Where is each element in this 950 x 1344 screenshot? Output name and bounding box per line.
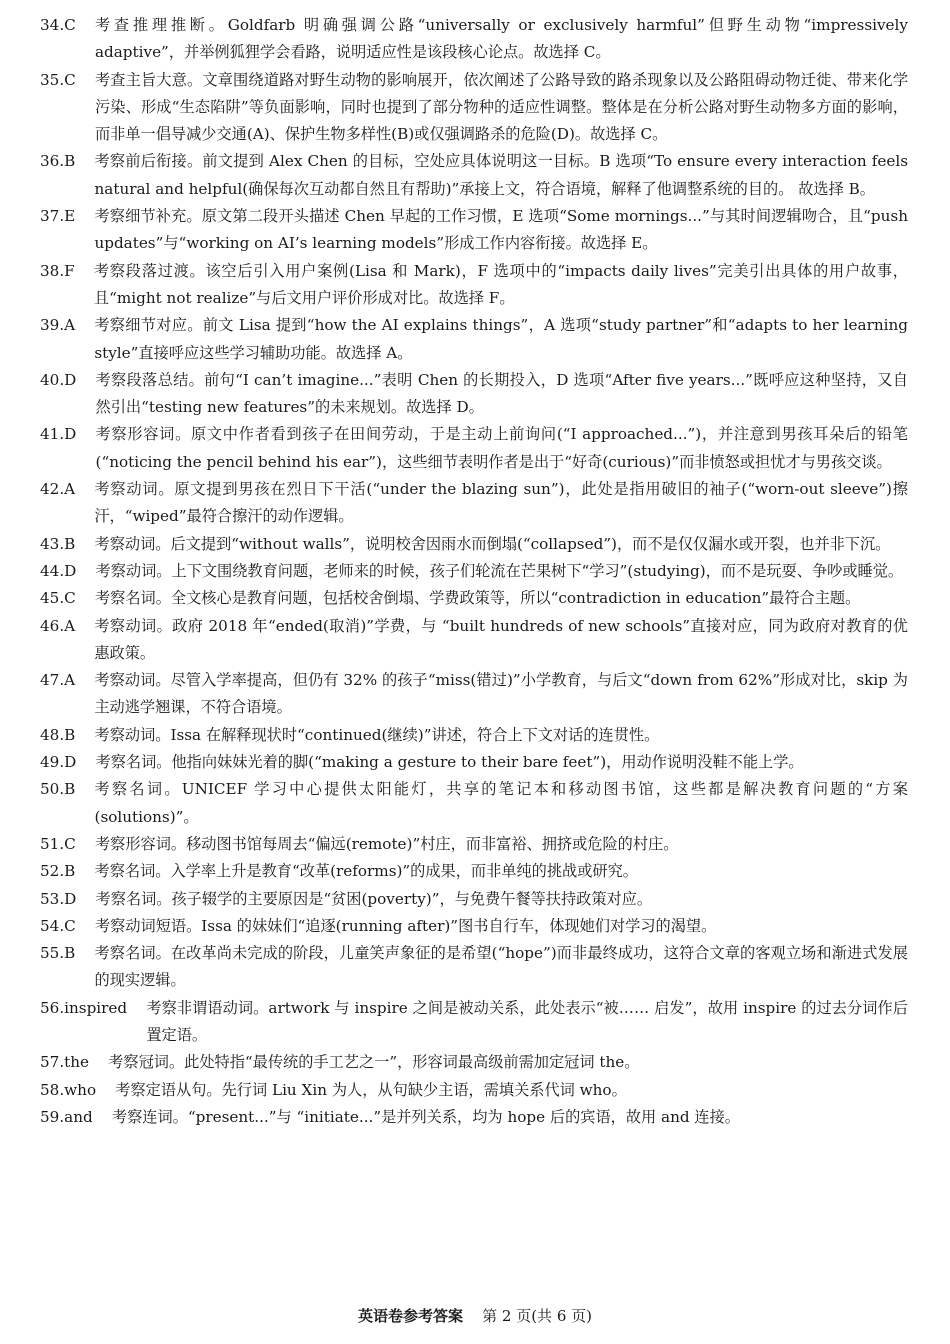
explanation-text: 考察冠词。此处特指“最传统的手工艺之一”，形容词最高级前需加定冠词 the。 — [108, 1053, 640, 1072]
question-number: 47. — [40, 671, 65, 690]
answer-entry — [40, 558, 908, 585]
explanation-text: 考察动词。原文提到男孩在烈日下干活(“under the blazing sun”)，此处是指用破旧的袖子(“worn-out sleeve”)擦汗，“wiped”最符合擦汗的动作逻辑。 — [94, 480, 908, 526]
question-number: 35. — [40, 70, 65, 89]
question-number: 52. — [40, 862, 65, 881]
question-number: 54. — [40, 916, 65, 935]
answer-entry — [40, 367, 908, 422]
question-number: 48. — [40, 725, 65, 744]
answer-entry — [40, 1049, 908, 1076]
explanation-text: 考查推理推断。Goldfarb 明确强调公路“universally or exclusively harmful”但野生动物“impressively adaptive”，并举例狐狸学会看路，说明适应性是该段核心论点。故选择 C。 — [94, 16, 908, 62]
answer-entry — [40, 995, 908, 1050]
answer-entry — [40, 886, 908, 913]
explanation-text: 考察动词。尽管入学率提高，但仍有 32% 的孩子“miss(错过)”小学教育，与后文“down from 62%”形成对比，skip 为主动逃学翘课，不符合语境。 — [94, 671, 908, 717]
answer-entry — [40, 667, 908, 722]
question-number: 56. — [40, 998, 65, 1017]
answer-key: C — [64, 16, 76, 34]
answer-entry — [40, 776, 908, 831]
answer-entry — [40, 258, 908, 313]
answer-key: C — [64, 834, 76, 853]
answer-key: B — [64, 534, 76, 553]
explanation-text: 考察形容词。移动图书馆每周去“偏远(remote)”村庄，而非富裕、拥挤或危险的村庄。 — [94, 834, 679, 853]
answer-entry — [40, 148, 908, 203]
answer-key: and — [64, 1107, 93, 1126]
question-number: 37. — [40, 207, 65, 226]
question-number: 50. — [40, 780, 65, 799]
question-number: 59. — [40, 1107, 65, 1126]
page-footer — [0, 1305, 950, 1326]
answer-entry — [40, 749, 908, 776]
answer-key: A — [64, 316, 76, 335]
answer-entry — [40, 312, 908, 367]
answer-key: B — [64, 152, 76, 171]
answer-entry — [40, 585, 908, 612]
answer-entry — [40, 1104, 908, 1131]
question-number: 36. — [40, 152, 65, 171]
explanation-text: 考察细节补充。原文第二段开头描述 Chen 早起的工作习惯，E 选项“Some mornings...”与其时间逻辑吻合，且“push updates”与“working on AI’s learning models”形成工作内容衔接。故选择 E。 — [94, 207, 908, 253]
answer-entry — [40, 203, 908, 258]
answer-entry — [40, 476, 908, 531]
answer-key: E — [64, 207, 76, 226]
footer-page-number: 第 2 页(共 6 页) — [482, 1307, 592, 1325]
explanation-text: 考察名词。入学率上升是教育“改革(reforms)”的成果，而非单纯的挑战或研究。 — [94, 862, 638, 881]
answer-entry — [40, 67, 908, 149]
answer-entry — [40, 831, 908, 858]
answer-list — [40, 12, 908, 1131]
answer-entry — [40, 722, 908, 749]
answer-key: B — [64, 944, 76, 963]
explanation-text: 考察细节对应。前文 Lisa 提到“how the AI explains things”，A 选项“study partner”和“adapts to her learning style”直接呼应这些学习辅助功能。故选择 A。 — [94, 316, 908, 362]
answer-key: D — [64, 370, 77, 389]
answer-entry — [40, 531, 908, 558]
answer-entry — [40, 913, 908, 940]
explanation-text: 考察动词。后文提到“without walls”，说明校舍因雨水而倒塌(“collapsed”)，而不是仅仅漏水或开裂，也并非下沉。 — [94, 534, 891, 553]
answer-entry — [40, 12, 908, 67]
question-number: 38. — [40, 261, 65, 280]
answer-key: inspired — [64, 998, 128, 1017]
explanation-text: 考察形容词。原文中作者看到孩子在田间劳动，于是主动上前询问(“I approached...”)，并注意到男孩耳朵后的铅笔(“noticing the pencil behind his ear”)，这些细节表明作者是出于“好奇(curious)”而非愤怒或担忧才与男孩交谈。 — [95, 425, 908, 471]
question-number: 42. — [40, 480, 65, 499]
answer-entry — [40, 858, 908, 885]
answer-key: D — [64, 889, 77, 908]
question-number: 51. — [40, 834, 65, 853]
question-number: 43. — [40, 534, 65, 553]
question-number: 58. — [40, 1080, 65, 1099]
explanation-text: 考察连词。“present...”与 “initiate...”是并列关系，均为 hope 后的宾语，故用 and 连接。 — [111, 1107, 740, 1126]
answer-entry — [40, 1077, 908, 1104]
answer-key: D — [64, 753, 77, 772]
answer-key: B — [64, 780, 76, 799]
explanation-text: 考察名词。孩子辍学的主要原因是“贫困(poverty)”，与免费午餐等扶持政策对应。 — [95, 889, 653, 908]
explanation-text: 考察段落过渡。该空后引入用户案例(Lisa 和 Mark)，F 选项中的“impacts daily lives”完美引出具体的用户故事，且“might not realize”与后文用户评价形成对比。故选择 F。 — [93, 261, 908, 307]
answer-entry — [40, 613, 908, 668]
answer-key: A — [64, 616, 76, 635]
explanation-text: 考察前后衔接。前文提到 Alex Chen 的目标，空处应具体说明这一目标。B 选项“To ensure every interaction feels natural and helpful(确保每次互动都自然且有帮助)”承接上文，符合语境，解释了他调整系统的目的。 故选择 B。 — [94, 152, 908, 198]
footer-title: 英语卷参考答案 — [358, 1307, 464, 1325]
question-number: 57. — [40, 1053, 65, 1072]
answer-key: B — [64, 862, 76, 881]
question-number: 49. — [40, 753, 65, 772]
question-number: 46. — [40, 616, 65, 635]
answer-key: C — [64, 70, 76, 89]
answer-key: D — [64, 425, 77, 444]
answer-key: who — [64, 1080, 97, 1099]
answer-key: A — [64, 480, 76, 499]
answer-key: A — [64, 671, 76, 690]
answer-key: B — [64, 725, 76, 744]
explanation-text: 考察动词。Issa 在解释现状时“continued(继续)”讲述，符合上下文对话的连贯性。 — [94, 725, 660, 744]
explanation-text: 考察段落总结。前句“I can’t imagine...”表明 Chen 的长期投入，D 选项“After five years...”既呼应这种坚持，又自然引出“testing new features”的未来规划。故选择 D。 — [95, 370, 908, 417]
explanation-text: 考察名词。在改革尚未完成的阶段，儿童笑声象征的是希望(“hope”)而非最终成功，这符合文章的客观立场和渐进式发展的现实逻辑。 — [94, 944, 908, 990]
question-number: 53. — [40, 889, 65, 908]
question-number: 45. — [40, 589, 65, 608]
question-number: 41. — [40, 425, 65, 444]
question-number: 34. — [40, 16, 65, 34]
explanation-text: 考察名词。他指向妹妹光着的脚(“making a gesture to their bare feet”)，用动作说明没鞋不能上学。 — [95, 753, 804, 772]
question-number: 55. — [40, 944, 65, 963]
answer-key: D — [64, 561, 77, 580]
explanation-text: 考察定语从句。先行词 Liu Xin 为人，从句缺少主语，需填关系代词 who。 — [115, 1080, 627, 1099]
explanation-text: 考察动词。政府 2018 年“ended(取消)”学费，与 “built hundreds of new schools”直接对应，同为政府对教育的优惠政策。 — [94, 616, 908, 662]
explanation-text: 考察名词。全文核心是教育问题，包括校舍倒塌、学费政策等，所以“contradiction in education”最符合主题。 — [94, 589, 861, 608]
answer-key: C — [64, 589, 76, 608]
question-number: 39. — [40, 316, 65, 335]
explanation-text: 考察名词。UNICEF 学习中心提供太阳能灯，共享的笔记本和移动图书馆，这些都是解决教育问题的“方案(solutions)”。 — [94, 780, 908, 826]
question-number: 44. — [40, 561, 65, 580]
explanation-text: 考察动词短语。Issa 的妹妹们“追逐(running after)”图书自行车，体现她们对学习的渴望。 — [94, 916, 717, 935]
explanation-text: 考察非谓语动词。artwork 与 inspire 之间是被动关系，此处表示“被…… 启发”，故用 inspire 的过去分词作后置定语。 — [146, 998, 908, 1044]
answer-key: the — [64, 1053, 90, 1072]
answer-entry — [40, 940, 908, 995]
answer-key: C — [64, 916, 76, 935]
explanation-text: 考察动词。上下文围绕教育问题，老师来的时候，孩子们轮流在芒果树下“学习”(studying)，而不是玩耍、争吵或睡觉。 — [95, 561, 904, 580]
answer-entry — [40, 421, 908, 476]
explanation-text: 考查主旨大意。文章围绕道路对野生动物的影响展开，依次阐述了公路导致的路杀现象以及公路阻碍动物迁徙、带来化学污染、形成“生态陷阱”等负面影响，同时也提到了部分物种的适应性调整。整体是在分析公路对野生动物多方面的影响，而非单一倡导减少交通(A)、保护生物多样性(B)或仅强调路杀的危险(D)。故选择 C。 — [94, 70, 908, 144]
question-number: 40. — [40, 370, 65, 389]
answer-key: F — [64, 261, 75, 280]
